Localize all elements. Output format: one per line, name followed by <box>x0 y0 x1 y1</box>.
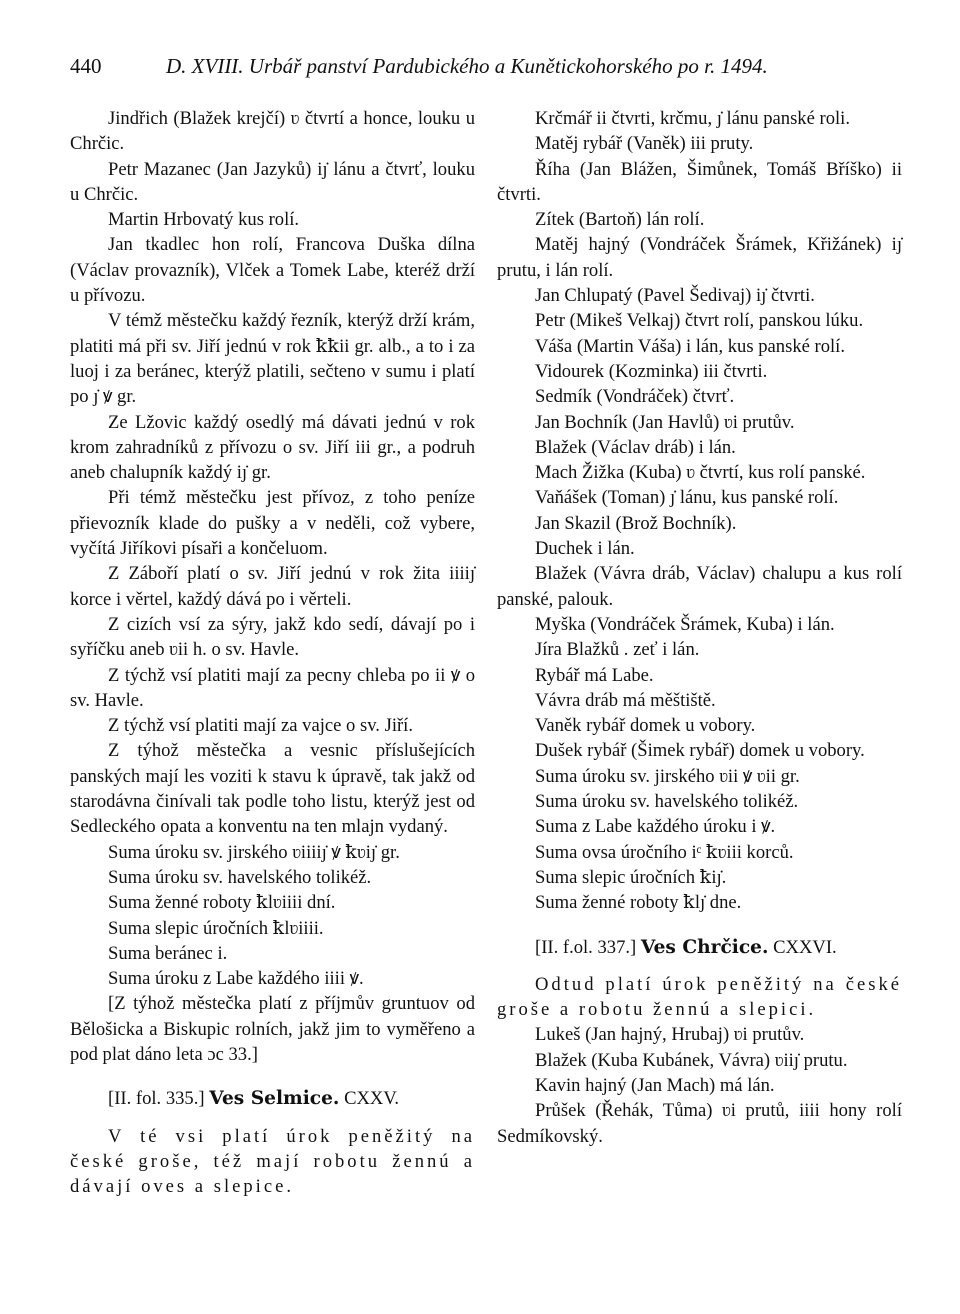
entry-paragraph: Jan Bochník (Jan Havlů) ʋi prutův. <box>535 411 795 433</box>
sum-line: Suma úroku sv. havelského tolikéž. <box>535 791 799 813</box>
entry-paragraph: Kavin hajný (Jan Mach) má lán. <box>535 1074 775 1096</box>
sum-line: Suma z Labe každého úroku i ꝟ. <box>535 816 776 838</box>
section-intro: Odtud platí úrok peněžitý na české groše a robotu žennú a slepici. <box>497 973 902 1021</box>
entry-paragraph: Rybář má Labe. <box>535 664 654 686</box>
entry-paragraph: Z týchž vsí platiti mají za vajce o sv. Jiří. <box>108 715 413 737</box>
entry-paragraph: Duchek i lán. <box>535 538 635 560</box>
entry-paragraph: Matěj hajný (Vondráček Šrámek, Křižánek) iȷ̇ prutu, i lán rolí. <box>497 234 902 281</box>
entry-paragraph: Martin Hrbovatý kus rolí. <box>108 209 300 231</box>
entry-paragraph: Při témž městečku jest přívoz, z toho peníze přievozník klade do pušky a v neděli, což vybere, vyčítá Jiříkovi písaři a končeluom. <box>70 487 475 560</box>
entry-paragraph: Jindřich (Blažek krejčí) ʋ čtvrtí a honce, louku u Chrčic. <box>70 108 475 155</box>
entry-paragraph: Sedmík (Vondráček) čtvrť. <box>535 386 735 408</box>
entry-paragraph: Z cizích vsí za sýry, jakž kdo sedí, dávají po i syříčku aneb ʋii h. o sv. Havle. <box>70 613 475 661</box>
page-header <box>70 54 900 84</box>
sum-line: Suma úroku sv. jirského ʋiiiiȷ̇ ꝟ ꝁʋiȷ̇ gr. <box>108 841 400 863</box>
entry-paragraph: Matěj rybář (Vaněk) iii pruty. <box>535 133 754 155</box>
section-intro: V té vsi platí úrok peněžitý na české groše, též mají robotu žennú a dávají oves a slepice. <box>70 1125 475 1198</box>
sum-line: Suma ženné roboty ꝁlȷ̇ dne. <box>535 892 742 914</box>
entry-paragraph: Blažek (Kuba Kubánek, Vávra) ʋiiȷ̇ prutu. <box>535 1049 848 1071</box>
section-village: Ves Selmice. <box>209 1088 340 1110</box>
entry-paragraph: Dušek rybář (Šimek rybář) domek u vobory. <box>535 740 865 762</box>
entry-paragraph: Jan Chlupatý (Pavel Šedivaj) iȷ̇ čtvrti. <box>535 285 815 307</box>
entry-paragraph: Blažek (Václav dráb) i lán. <box>535 436 736 458</box>
sum-line: Suma ovsa úročního iᶜ ꝁʋiii korců. <box>535 841 794 863</box>
entry-paragraph: Mach Žižka (Kuba) ʋ čtvrtí, kus rolí panské. <box>535 462 866 484</box>
sum-line: Suma slepic úročních ꝁiȷ̇. <box>535 866 727 888</box>
sum-line: Suma slepic úročních ꝁlʋiiii. <box>108 917 324 939</box>
sum-line: Suma ženné roboty ꝁlʋiiii dní. <box>108 892 336 914</box>
section-citation: [II. fol. 335.] <box>108 1088 205 1110</box>
sum-line: Suma beránec i. <box>108 942 228 964</box>
entry-paragraph: V témž městečku každý řezník, kterýž drží krám, platiti má při sv. Jiří jednú v rok ꝁꝁii gr. alb., a to i za luoj i za beránec, kterýž platili, sečteno v sumu i platí po ȷ̇ ꝟ gr. <box>70 310 475 408</box>
section-village: Ves Chrčice. <box>640 936 769 958</box>
entry-paragraph: Petr (Mikeš Velkaj) čtvrt rolí, panskou lúku. <box>535 310 864 332</box>
entry-paragraph: Myška (Vondráček Šrámek, Kuba) i lán. <box>535 613 835 635</box>
entry-paragraph: Krčmář ii čtvrti, krčmu, ȷ̇ lánu panské roli. <box>535 108 850 129</box>
entry-paragraph: Vávra dráb má měštiště. <box>535 689 716 711</box>
entry-paragraph: Vaňášek (Toman) ȷ̇ lánu, kus panské rolí. <box>535 487 839 509</box>
entry-paragraph: Z Záboří platí o sv. Jiří jednú v rok žita iiiiȷ̇ korce i věrtel, každý dává po i věrteli. <box>70 563 475 610</box>
entry-paragraph: Blažek (Vávra dráb, Václav) chalupu a kus rolí panské, palouk. <box>497 563 902 610</box>
right-column <box>497 106 902 1149</box>
entry-paragraph: Z týchž vsí platiti mají za pecny chleba po ii ꝟ o sv. Havle. <box>70 664 475 711</box>
page-number: 440 <box>70 54 102 78</box>
section-citation: [II. f.ol. 337.] <box>535 936 637 958</box>
entry-paragraph: Vaněk rybář domek u vobory. <box>535 715 756 737</box>
entry-paragraph: Vidourek (Kozminka) iii čtvrti. <box>535 360 768 382</box>
section-number: CXXV. <box>344 1088 399 1110</box>
entry-paragraph: Ze Lžovic každý osedlý má dávati jednú v rok krom zahradníků z přívozu o sv. Jiří iii gr., a podruh aneb chalupník každý iȷ̇ gr. <box>70 411 475 484</box>
sum-line: Suma úroku sv. jirského ʋii ꝟ ʋii gr. <box>535 765 800 787</box>
entry-paragraph: Průšek (Řehák, Tůma) ʋi prutů, iiii hony rolí Sedmíkovský. <box>497 1100 902 1147</box>
sum-line: Suma úroku sv. havelského tolikéž. <box>108 866 372 888</box>
entry-paragraph: Zítek (Bartoň) lán rolí. <box>535 209 705 231</box>
left-column <box>70 106 475 1199</box>
bracketed-note: [Z týhož městečka platí z příjmův gruntuov od Bělošicka a Biskupic rolních, jakž jim to vyměřeno a pod plat dáno leta ɔc 33.] <box>70 993 475 1065</box>
entry-paragraph: Váša (Martin Váša) i lán, kus panské rolí. <box>535 335 845 357</box>
section-number: CXXVI. <box>773 936 837 958</box>
entry-paragraph: Petr Mazanec (Jan Jazyků) iȷ̇ lánu a čtvrť, louku u Chrčic. <box>70 158 475 205</box>
section-heading <box>497 935 902 960</box>
entry-paragraph: Jan Skazil (Brož Bochník). <box>535 512 737 534</box>
running-title: D. XVIII. Urbář panství Pardubického a Kunětickohorského po r. 1494. <box>166 54 768 78</box>
entry-paragraph: Lukeš (Jan hajný, Hrubaj) ʋi prutův. <box>535 1024 805 1046</box>
entry-paragraph: Z týhož městečka a vesnic příslušejících panských mají les voziti k stavu k úpravě, tak jakž od starodávna činívali tak podle toho listu, kterýž jest od Sedleckého opata a konventu na ten mlajn vydaný. <box>70 740 475 838</box>
entry-paragraph: Jan tkadlec hon rolí, Francova Duška dílna (Václav provazník), Vlček a Tomek Labe, kteréž drží u přívozu. <box>70 234 475 307</box>
section-heading <box>70 1086 475 1111</box>
entry-paragraph: Jíra Blažků . zeť i lán. <box>535 639 700 661</box>
entry-paragraph: Říha (Jan Blážen, Šimůnek, Tomáš Bříško) ii čtvrti. <box>497 158 902 205</box>
sum-line: Suma úroku z Labe každého iiii ꝟ. <box>108 968 364 990</box>
